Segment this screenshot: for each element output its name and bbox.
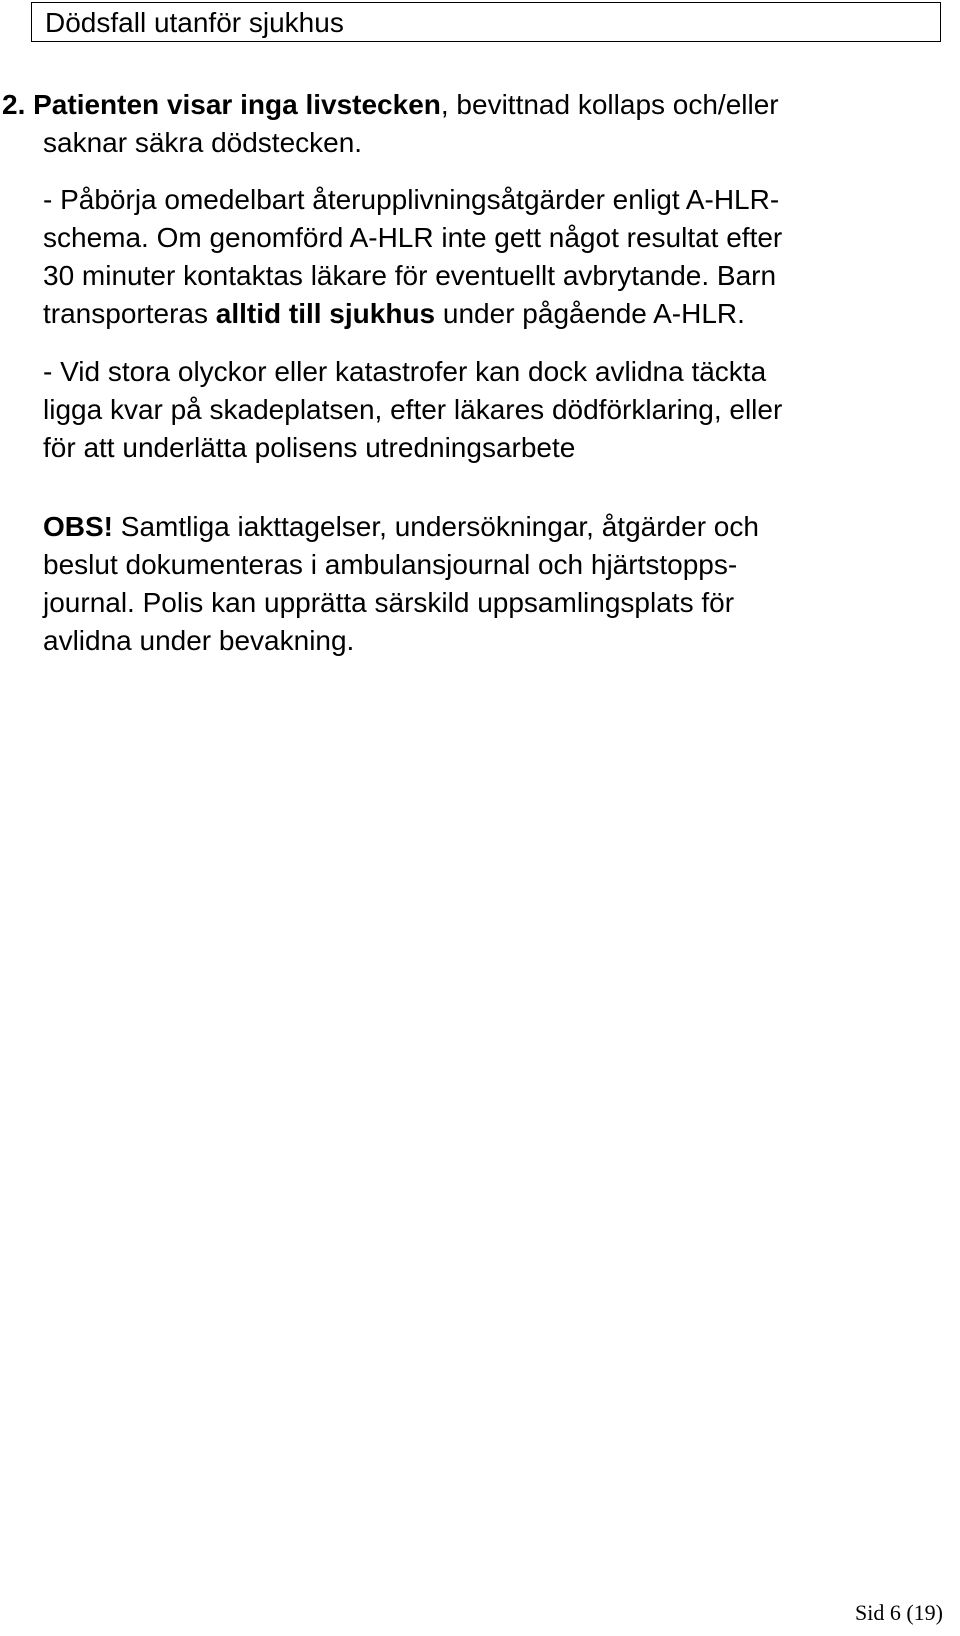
- section-2-heading-rest: , bevittnad kollaps och/eller: [440, 89, 779, 120]
- paragraph-obs-note-line-3: journal. Polis kan upprätta särskild uppsamlingsplats för: [43, 587, 735, 618]
- paragraph-resuscitation-emphasis: alltid till sjukhus: [215, 298, 436, 329]
- section-2-heading-line-1: [2, 86, 779, 124]
- paragraph-resuscitation-line-2: schema. Om genomförd A-HLR inte gett något resultat efter: [43, 222, 783, 253]
- paragraph-obs-note-line-1: [43, 508, 759, 546]
- section-2-heading-bold: 2. Patienten visar inga livstecken: [2, 89, 441, 120]
- section-2-heading-line-2: saknar säkra dödstecken.: [43, 127, 363, 158]
- page-header-title: Dödsfall utanför sjukhus: [45, 7, 344, 38]
- paragraph-obs-note-line-2: beslut dokumenteras i ambulansjournal och hjärtstopps-: [43, 549, 738, 580]
- paragraph-resuscitation-line-3: 30 minuter kontaktas läkare för eventuellt avbrytande. Barn: [43, 260, 777, 291]
- paragraph-major-accidents: [43, 353, 782, 467]
- paragraph-obs-note: [43, 508, 759, 660]
- paragraph-resuscitation-line-1: - Påbörja omedelbart återupplivningsåtgärder enligt A-HLR-: [43, 184, 780, 215]
- paragraph-resuscitation-line-4-end: under pågående A-HLR.: [435, 298, 745, 329]
- paragraph-major-accidents-line-2: ligga kvar på skadeplatsen, efter läkares dödförklaring, eller: [43, 394, 783, 425]
- section-2-heading: [2, 86, 779, 162]
- page-number: Sid 6 (19): [855, 1600, 943, 1625]
- paragraph-major-accidents-line-1: - Vid stora olyckor eller katastrofer kan dock avlidna täckta: [43, 356, 767, 387]
- paragraph-obs-note-line-4: avlidna under bevakning.: [43, 625, 355, 656]
- paragraph-major-accidents-line-3: för att underlätta polisens utredningsarbete: [43, 432, 576, 463]
- obs-label: OBS!: [43, 511, 113, 542]
- page-header-box: [31, 2, 941, 42]
- paragraph-resuscitation: [43, 181, 782, 333]
- paragraph-obs-note-line-1-rest: Samtliga iakttagelser, undersökningar, åtgärder och: [113, 511, 759, 542]
- paragraph-resuscitation-line-4-start: transporteras: [43, 298, 216, 329]
- paragraph-resuscitation-line-4: [43, 295, 782, 333]
